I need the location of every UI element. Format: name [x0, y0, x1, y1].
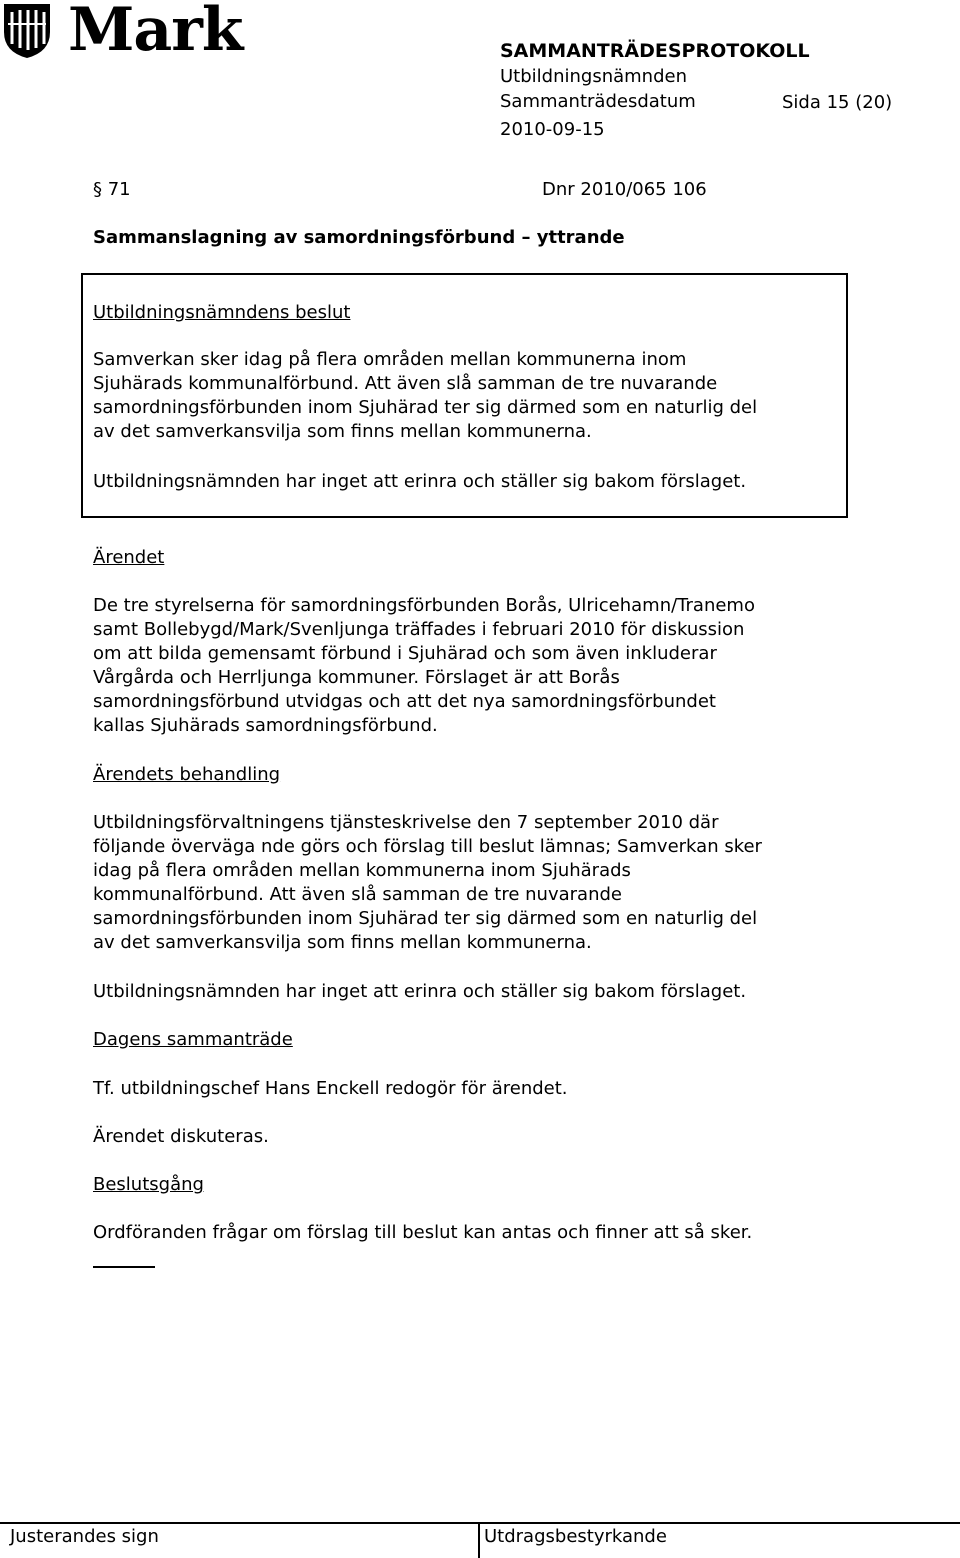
beslutsgang-text: Ordföranden frågar om förslag till beslut kan antas och finner att så sker. [93, 1222, 753, 1243]
text-line: Utbildningsförvaltningens tjänsteskrivelse den 7 september 2010 där [93, 812, 719, 833]
dagens-line-1: Tf. utbildningschef Hans Enckell redogör för ärendet. [93, 1078, 568, 1099]
decision-text [93, 348, 853, 444]
behandling-conclusion: Utbildningsnämnden har inget att erinra och ställer sig bakom förslaget. [93, 981, 747, 1002]
text-line: av det samverkansvilja som finns mellan kommunerna. [93, 932, 592, 953]
text-line: De tre styrelserna för samordningsförbunden Borås, Ulricehamn/Tranemo [93, 595, 755, 616]
text-line: samordningsförbunden inom Sjuhärad ter sig därmed som en naturlig del [93, 397, 758, 418]
text-line: Vårgårda och Herrljunga kommuner. Förslaget är att Borås [93, 667, 620, 688]
arendet-text [93, 594, 853, 738]
meeting-date: 2010-09-15 [500, 119, 605, 140]
text-line: samordningsförbund utvidgas och att det nya samordningsförbundet [93, 691, 716, 712]
case-number: Dnr 2010/065 106 [542, 179, 707, 200]
meeting-date-label: Sammanträdesdatum [500, 91, 696, 112]
text-line: av det samverkansvilja som finns mellan kommunerna. [93, 421, 592, 442]
committee-name: Utbildningsnämnden [500, 66, 687, 87]
text-line: kommunalförbund. Att även slå samman de tre nuvarande [93, 884, 622, 905]
text-line: följande överväga nde görs och förslag till beslut lämnas; Samverkan sker [93, 836, 762, 857]
footer-rule [0, 1522, 960, 1524]
arendet-heading: Ärendet [93, 547, 165, 568]
text-line: idag på flera områden mellan kommunerna inom Sjuhärads [93, 860, 631, 881]
footer-separator [478, 1522, 480, 1558]
text-line: samordningsförbunden inom Sjuhärad ter sig därmed som en naturlig del [93, 908, 758, 929]
document-type-title: SAMMANTRÄDESPROTOKOLL [500, 40, 810, 62]
behandling-heading: Ärendets behandling [93, 764, 281, 785]
page-indicator: Sida 15 (20) [782, 92, 893, 113]
text-line: om att bilda gemensamt förbund i Sjuhärad och som även inkluderar [93, 643, 717, 664]
paragraph-number: § 71 [93, 179, 131, 200]
text-line: Samverkan sker idag på flera områden mellan kommunerna inom [93, 349, 687, 370]
beslutsgang-heading: Beslutsgång [93, 1174, 204, 1195]
decision-heading: Utbildningsnämndens beslut [93, 302, 351, 323]
dagens-heading: Dagens sammanträde [93, 1029, 293, 1050]
footer-utdragsbestyrkande: Utdragsbestyrkande [484, 1526, 667, 1547]
behandling-text [93, 811, 853, 955]
municipality-logo-text: Mark [68, 0, 243, 65]
text-line: Sjuhärads kommunalförbund. Att även slå samman de tre nuvarande [93, 373, 718, 394]
dagens-line-2: Ärendet diskuteras. [93, 1126, 269, 1147]
footer-justerandes-sign: Justerandes sign [10, 1526, 159, 1547]
text-line: samt Bollebygd/Mark/Svenljunga träffades i februari 2010 för diskussion [93, 619, 745, 640]
municipal-crest-icon [2, 2, 52, 60]
case-title: Sammanslagning av samordningsförbund – yttrande [93, 227, 625, 248]
end-divider [93, 1266, 155, 1268]
text-line: kallas Sjuhärads samordningsförbund. [93, 715, 438, 736]
decision-conclusion: Utbildningsnämnden har inget att erinra och ställer sig bakom förslaget. [93, 471, 747, 492]
